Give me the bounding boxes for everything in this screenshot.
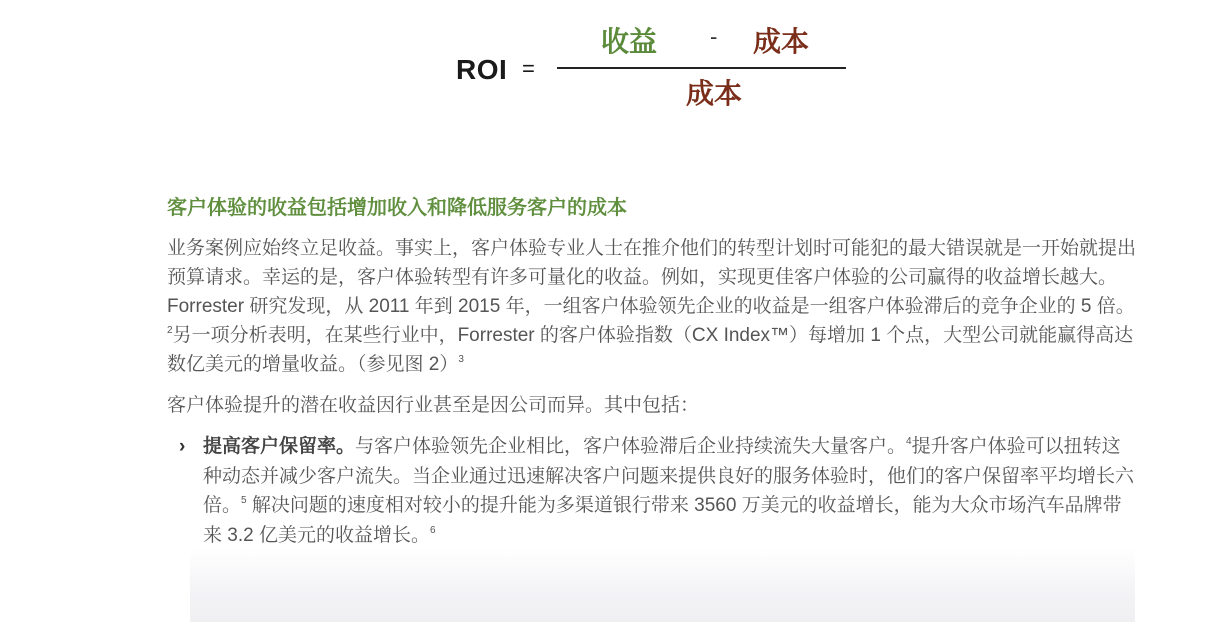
paragraph-1-text-a: 业务案例应始终立足收益。事实上，客户体验专业人士在推介他们的转型计划时可能犯的最大错误就是一开始就提出预算请求。幸运的是，客户体验转型有许多可量化的收益。例如，实现更佳客户体验的公司赢得的收益增长越大。Forrester 研究发现，从 2011 年到 2015 年，一组客户体验领先企业的收益是一组客户体验滞后的竞争企业的 5 倍。 — [167, 238, 1137, 317]
minus-sign: - — [710, 24, 718, 49]
footnote-ref-6[interactable]: 6 — [429, 524, 436, 536]
paragraph-1 — [167, 234, 1137, 379]
footnote-ref-5[interactable]: 5 — [241, 495, 247, 506]
roi-label: ROI — [456, 54, 508, 85]
numerator-gain: 收益 — [601, 26, 658, 57]
numerator-cost: 成本 — [753, 26, 810, 57]
bullet-text-c: 解决问题的速度相对较小的提升能为多渠道银行带来 3560 万美元的收益增长，能为大众市场汽车品牌带来 3.2 亿美元的收益增长。 — [203, 495, 1122, 546]
paragraph-2: 客户体验提升的潜在收益因行业甚至是因公司而异。其中包括： — [167, 395, 700, 416]
section-heading: 客户体验的收益包括增加收入和降低服务客户的成本 — [167, 197, 627, 219]
roi-formula — [0, 0, 1218, 120]
bullet-text-a: 与客户体验领先企业相比，客户体验滞后企业持续流失大量客户。 — [355, 436, 907, 457]
section-content — [167, 194, 1137, 550]
list-item — [167, 432, 1136, 550]
denominator-cost: 成本 — [686, 78, 743, 109]
footnote-ref-4[interactable]: 4 — [906, 436, 912, 447]
footnote-ref-3[interactable]: 3 — [458, 354, 464, 365]
bottom-shade — [190, 548, 1135, 622]
chevron-right-icon: › — [179, 436, 186, 457]
bullet-text-b: 提升客户体验可以扭转这种动态并减少客户流失。当企业通过迅速解决客户问题来提供良好的服务体验时，他们的客户保留率平均增长六倍。 — [203, 436, 1135, 516]
paragraph-1-text-b: 另一项分析表明，在某些行业中，Forrester 的客户体验指数（CX Index™）每增加 1 个点，大型公司就能赢得高达数亿美元的增量收益。（参见图 2） — [167, 325, 1134, 375]
fraction-line — [557, 67, 846, 69]
equals-sign: = — [522, 56, 535, 81]
bullet-title: 提高客户保留率。 — [203, 436, 356, 457]
footnote-ref-2[interactable]: 2 — [167, 325, 173, 336]
